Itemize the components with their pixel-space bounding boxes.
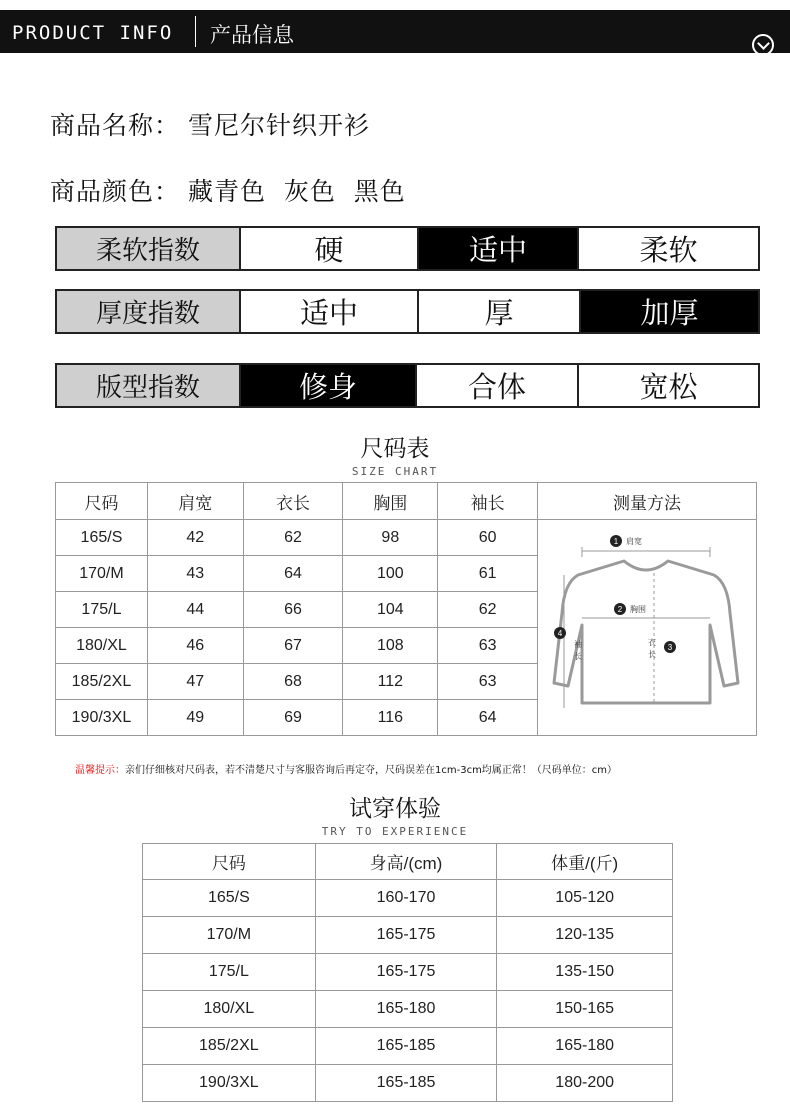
table-cell: 62: [438, 592, 538, 628]
table-cell: 43: [147, 556, 243, 592]
table-row: [56, 520, 757, 556]
table-cell: 135-150: [497, 954, 673, 991]
shoulder-label: 肩宽: [625, 536, 642, 546]
table-cell: 64: [243, 556, 343, 592]
table-cell: 190/3XL: [56, 700, 148, 736]
column-header: 胸围: [343, 483, 438, 520]
table-cell: 170/M: [56, 556, 148, 592]
size-tip: [75, 761, 617, 776]
product-name-label: 商品名称：: [50, 111, 181, 140]
table-row: [143, 991, 673, 1028]
table-row: [143, 954, 673, 991]
table-cell: 47: [147, 664, 243, 700]
fit-option: 宽松: [577, 365, 758, 406]
column-header: 肩宽: [147, 483, 243, 520]
fit-scale-label: 版型指数: [57, 365, 239, 406]
table-cell: 64: [438, 700, 538, 736]
table-cell: 165-185: [315, 1028, 497, 1065]
fit-option: 修身: [239, 365, 415, 406]
table-cell: 165-175: [315, 917, 497, 954]
table-cell: 160-170: [315, 880, 497, 917]
experience-table: [142, 843, 673, 1102]
fit-scale: [55, 363, 760, 408]
tip-text: 亲们仔细核对尺码表，若不清楚尺寸与客服咨询后再定夺，尺码误差在1cm-3cm均属正常！（尺码单位：cm）: [125, 765, 618, 776]
product-color-line: [50, 172, 406, 208]
size-chart-title: [0, 430, 790, 478]
table-cell: 108: [343, 628, 438, 664]
thickness-option: 适中: [239, 291, 417, 332]
product-info-header: [0, 10, 790, 53]
softness-option: 适中: [417, 228, 577, 269]
table-row: [143, 880, 673, 917]
chevron-down-circle-icon[interactable]: [752, 34, 774, 56]
softness-option: 硬: [239, 228, 417, 269]
table-cell: 44: [147, 592, 243, 628]
experience-title: [0, 790, 790, 838]
marker-3-label: 3: [667, 642, 673, 652]
table-row: [143, 1028, 673, 1065]
table-cell: 170/M: [143, 917, 316, 954]
table-cell: 120-135: [497, 917, 673, 954]
size-chart-title-cn: 尺码表: [360, 436, 430, 462]
table-cell: 67: [243, 628, 343, 664]
marker-2-label: 2: [617, 604, 623, 614]
table-cell: 180/XL: [143, 991, 316, 1028]
sweater-diagram: [542, 523, 752, 733]
thickness-scale: [55, 289, 760, 334]
table-cell: 116: [343, 700, 438, 736]
length-label-2: 长: [647, 649, 656, 659]
column-header: 身高/(cm): [315, 844, 497, 880]
table-cell: 100: [343, 556, 438, 592]
table-cell: 165-175: [315, 954, 497, 991]
column-header: 测量方法: [537, 483, 756, 520]
marker-4-label: 4: [557, 628, 563, 638]
table-cell: 98: [343, 520, 438, 556]
product-color-label: 商品颜色：: [50, 177, 181, 206]
experience-title-cn: 试穿体验: [349, 796, 441, 822]
table-cell: 66: [243, 592, 343, 628]
table-cell: 165/S: [143, 880, 316, 917]
table-cell: 175/L: [143, 954, 316, 991]
table-cell: 112: [343, 664, 438, 700]
column-header: 袖长: [438, 483, 538, 520]
softness-scale-label: 柔软指数: [57, 228, 239, 269]
table-header-row: [56, 483, 757, 520]
experience-title-en: TRY TO EXPERIENCE: [321, 825, 469, 838]
tip-prefix: 温馨提示：: [75, 765, 125, 776]
sleeve-label-1: 袖: [573, 639, 582, 649]
table-cell: 62: [243, 520, 343, 556]
table-cell: 46: [147, 628, 243, 664]
column-header: 衣长: [243, 483, 343, 520]
column-header: 体重/(斤): [497, 844, 673, 880]
table-cell: 165-185: [315, 1065, 497, 1102]
table-cell: 150-165: [497, 991, 673, 1028]
size-chart-title-en: SIZE CHART: [351, 465, 439, 478]
marker-1-label: 1: [613, 536, 619, 546]
table-cell: 165-180: [315, 991, 497, 1028]
table-cell: 185/2XL: [56, 664, 148, 700]
table-cell: 69: [243, 700, 343, 736]
table-cell: 60: [438, 520, 538, 556]
product-color-value: 藏青色 灰色 黑色: [188, 177, 406, 206]
table-cell: 190/3XL: [143, 1065, 316, 1102]
table-cell: 180/XL: [56, 628, 148, 664]
chest-label: 胸围: [629, 604, 646, 614]
sleeve-label-2: 长: [573, 651, 582, 661]
table-cell: 63: [438, 664, 538, 700]
fit-option: 合体: [415, 365, 577, 406]
table-cell: 104: [343, 592, 438, 628]
header-title-en: PRODUCT INFO: [12, 22, 174, 44]
header-title-cn: 产品信息: [210, 23, 294, 47]
table-cell: 165-180: [497, 1028, 673, 1065]
thickness-scale-label: 厚度指数: [57, 291, 239, 332]
table-cell: 105-120: [497, 880, 673, 917]
size-chart-table: [55, 482, 757, 736]
table-cell: 180-200: [497, 1065, 673, 1102]
softness-scale: [55, 226, 760, 271]
thickness-option: 厚: [417, 291, 579, 332]
measurement-diagram: [537, 520, 756, 736]
table-cell: 49: [147, 700, 243, 736]
product-name-line: [50, 106, 370, 142]
table-header-row: [143, 844, 673, 880]
column-header: 尺码: [143, 844, 316, 880]
product-name-value: 雪尼尔针织开衫: [188, 111, 371, 140]
column-header: 尺码: [56, 483, 148, 520]
table-cell: 63: [438, 628, 538, 664]
table-cell: 175/L: [56, 592, 148, 628]
header-divider: [195, 16, 196, 47]
softness-option: 柔软: [577, 228, 758, 269]
table-cell: 185/2XL: [143, 1028, 316, 1065]
thickness-option: 加厚: [579, 291, 758, 332]
table-cell: 61: [438, 556, 538, 592]
length-label-1: 衣: [647, 637, 656, 647]
table-cell: 68: [243, 664, 343, 700]
table-row: [143, 917, 673, 954]
table-cell: 42: [147, 520, 243, 556]
table-cell: 165/S: [56, 520, 148, 556]
table-row: [143, 1065, 673, 1102]
